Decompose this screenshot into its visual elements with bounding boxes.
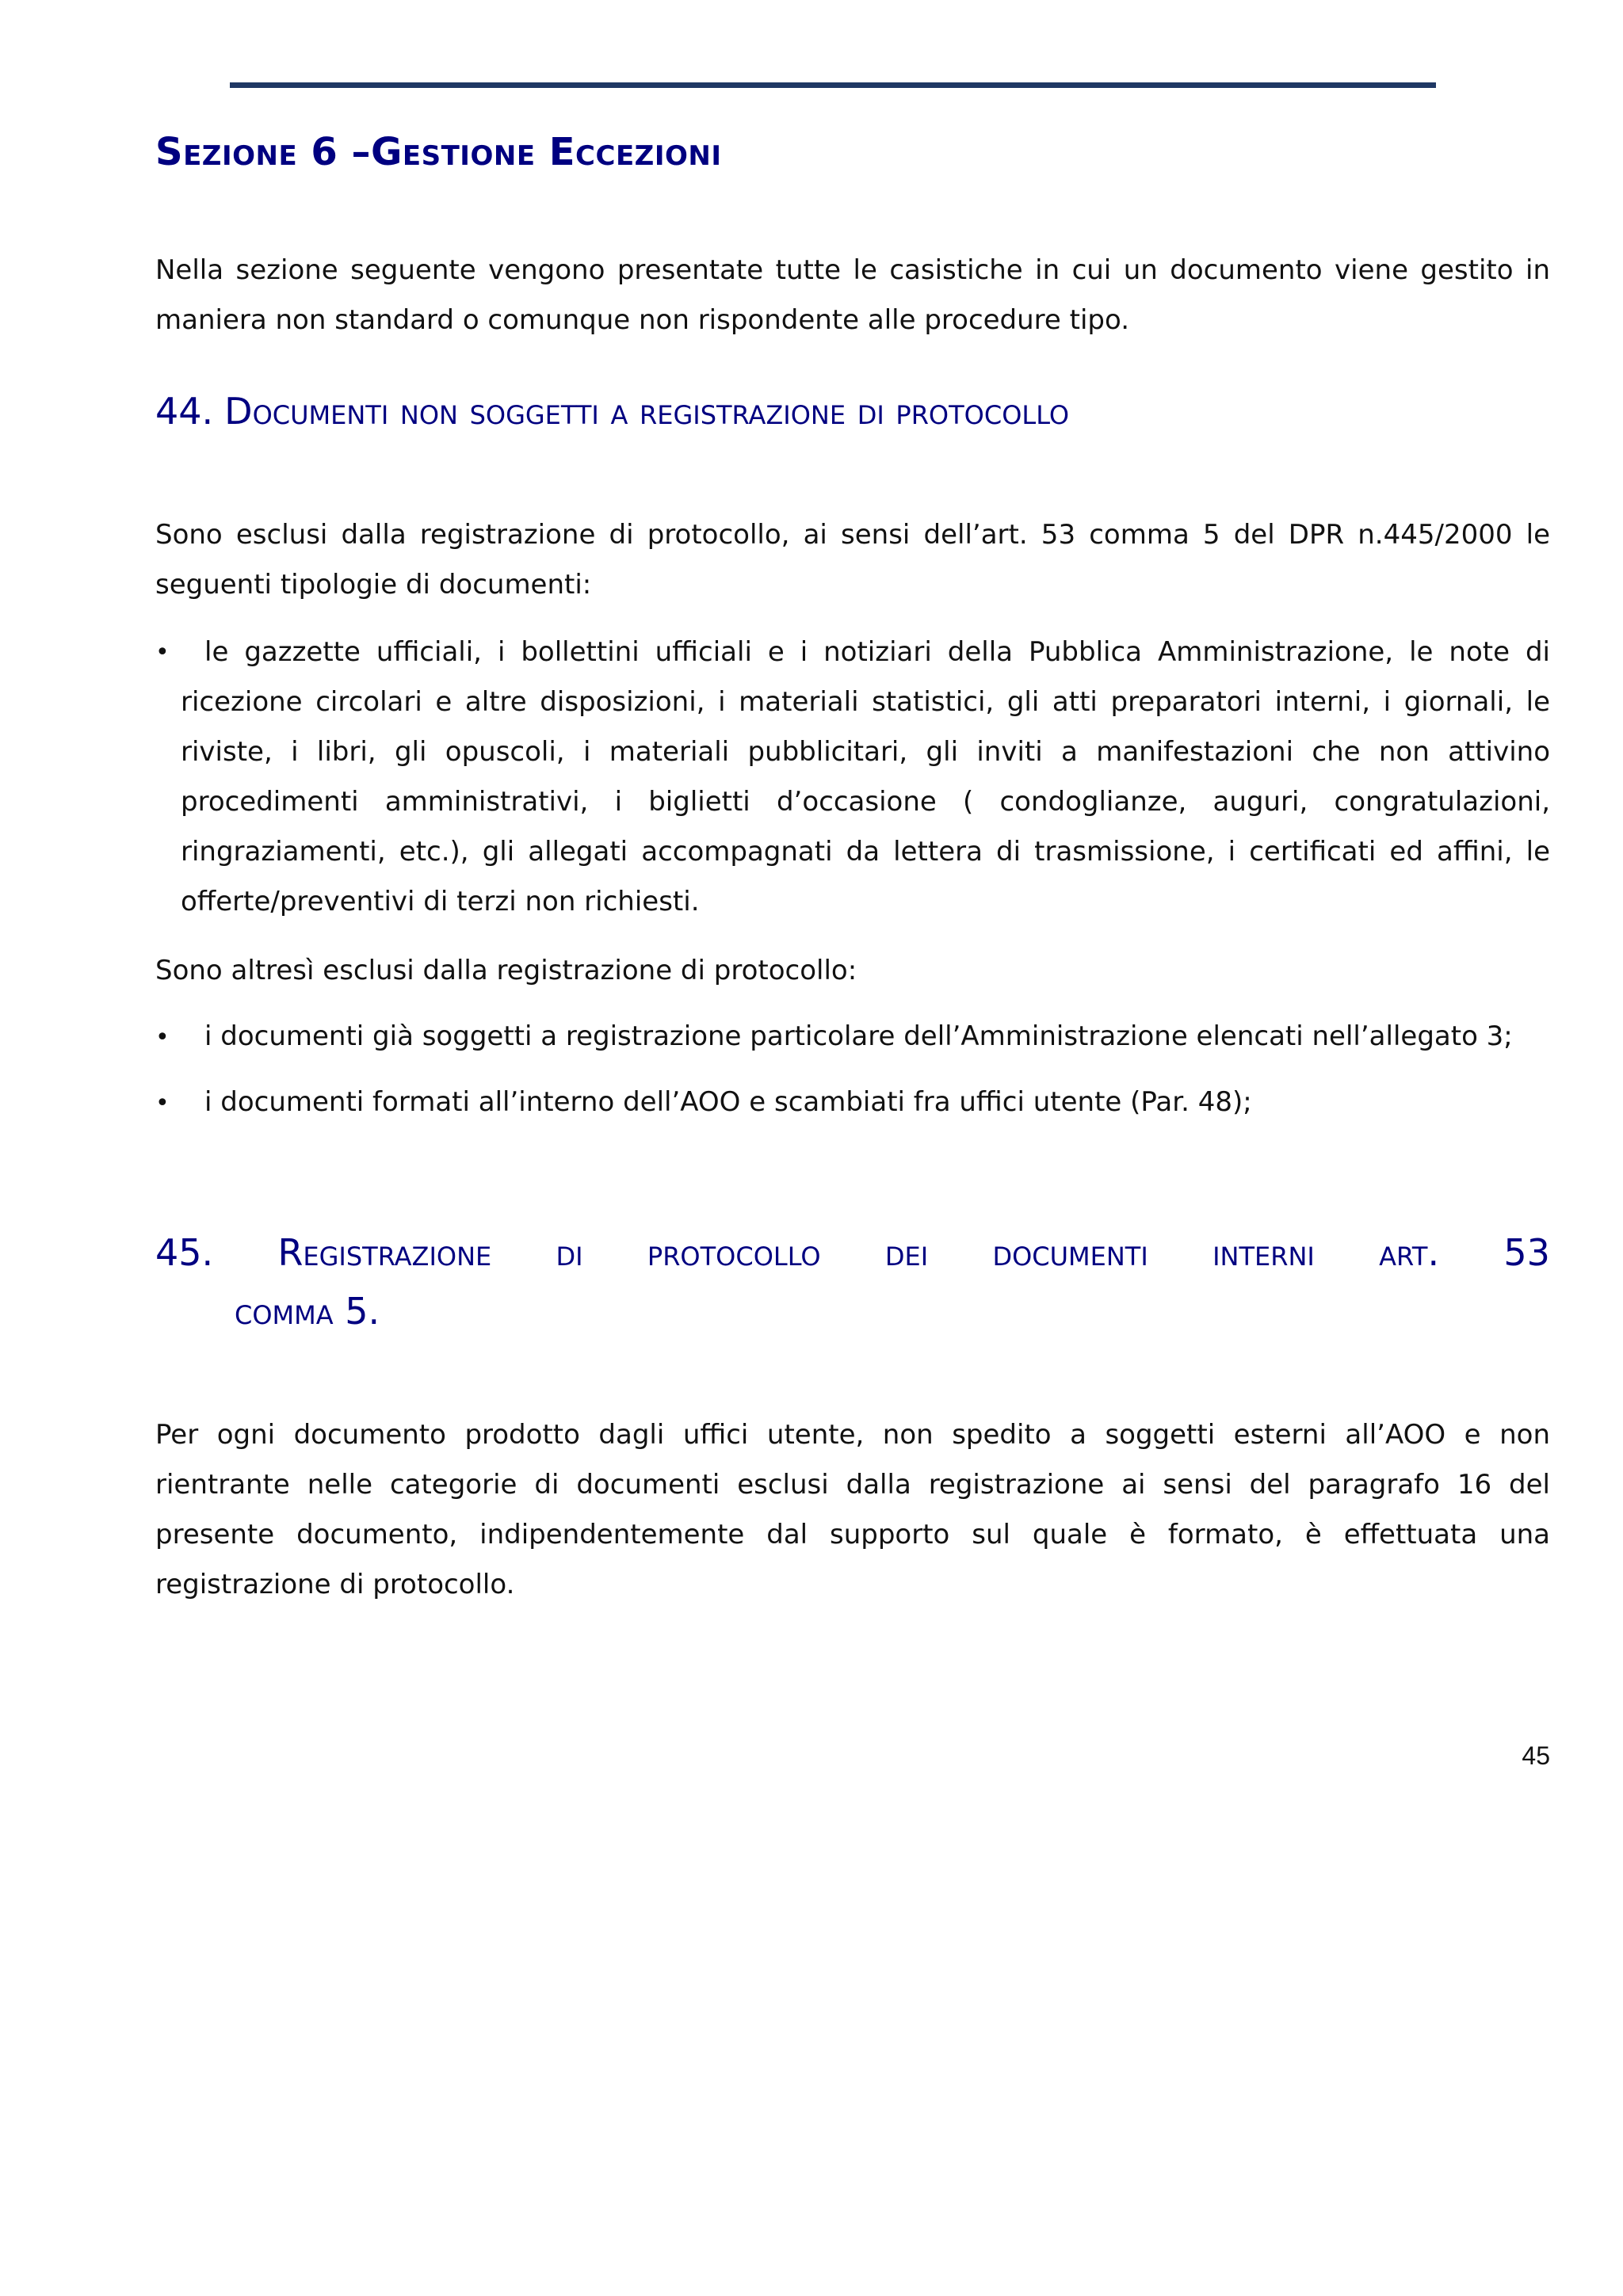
heading-45-number: 45. [155, 1231, 214, 1274]
section-title: Sezione 6 –Gestione Eccezioni [155, 130, 722, 174]
heading-45-word: protocollo [647, 1231, 821, 1274]
heading-44-number: 44. [155, 390, 214, 433]
list-item [155, 627, 1550, 927]
list-item-text: le gazzette ufficiali, i bollettini ufficiali e i notiziari della Pubblica Amministrazione, le note di ricezione circolari e altre disposizioni, i materiali statistici, gli atti preparatori interni, i giornali, le riviste, i libri, gli opuscoli, i materiali pubblicitari, gli inviti a manifestazioni che non attivino procedimenti amministrativi, i biglietti d’occasione ( condoglianze, auguri, congratulazioni, ringraziamenti, etc.), gli allegati accompagnati da lettera di trasmissione, i certificati ed affini, le offerte/preventivi di terzi non richiesti. [181, 636, 1550, 917]
list-item-text: i documenti già soggetti a registrazione particolare dell’Amministrazione elencati nell’allegato 3; [204, 1020, 1513, 1052]
paragraph-44-intro: Sono esclusi dalla registrazione di protocollo, ai sensi dell’art. 53 comma 5 del DPR n.445/2000 le seguenti tipologie di documenti: [155, 519, 1550, 601]
bullet-dot-icon: • [155, 1089, 170, 1117]
list-item-text: i documenti formati all’interno dell’AOO e scambiati fra uffici utente (Par. 48); [204, 1086, 1252, 1118]
heading-44 [155, 388, 1069, 436]
heading-45-word: 53 [1503, 1231, 1550, 1274]
intro-paragraph: Nella sezione seguente vengono presentate tutte le casistiche in cui un documento viene gestito in maniera non standard o comunque non rispondente alle procedure tipo. [155, 254, 1550, 336]
excluded-documents-list [155, 627, 1550, 927]
heading-44-title: Documenti non soggetti a registrazione di protocollo [224, 390, 1070, 433]
heading-45-word: Registrazione [277, 1231, 492, 1274]
paragraph-44-also-excluded: Sono altresì esclusi dalla registrazione di protocollo: [155, 955, 857, 986]
heading-45-title-line2: comma 5. [235, 1290, 380, 1333]
bullet-dot-icon: • [155, 1024, 170, 1051]
heading-45-word: di [556, 1231, 583, 1274]
heading-45-word: dei [884, 1231, 929, 1274]
heading-45-word: documenti [992, 1231, 1148, 1274]
list-item [155, 1012, 1550, 1062]
heading-45-word: art. [1379, 1231, 1440, 1274]
heading-45 [155, 1230, 1550, 1277]
paragraph-45: Per ogni documento prodotto dagli uffici utente, non spedito a soggetti esterni all’AOO e non rientrante nelle categorie di documenti esclusi dalla registrazione ai sensi del paragrafo 16 del presente documento, indipendentemente dal supporto sul quale è formato, è effettuata una registrazione di protocollo. [155, 1419, 1550, 1600]
header-rule [230, 82, 1436, 88]
bullet-dot-icon: • [155, 639, 170, 666]
page-number: 45 [1522, 1741, 1550, 1770]
heading-45-word: interni [1212, 1231, 1315, 1274]
list-item [155, 1077, 1550, 1128]
